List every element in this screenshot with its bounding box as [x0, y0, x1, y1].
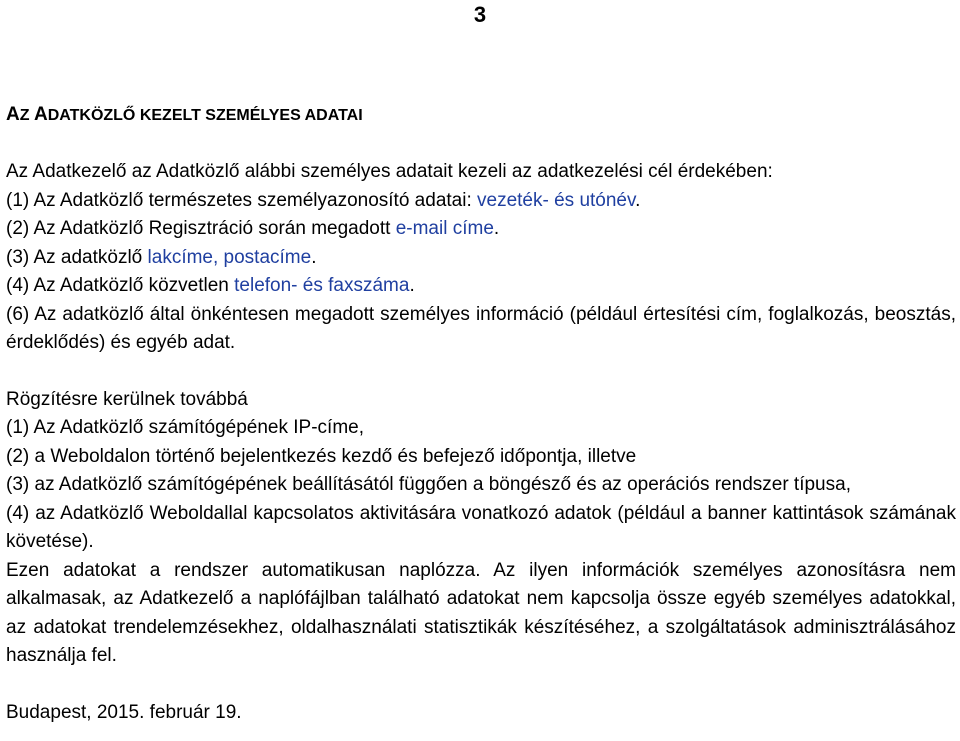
page-number: 3	[473, 2, 487, 27]
section-heading	[6, 101, 956, 130]
list-item-highlight: e-mail címe	[395, 218, 494, 239]
personal-data-list	[6, 158, 956, 358]
list-item: (1) Az Adatközlő számítógépének IP-címe,	[6, 417, 365, 438]
place-and-date: Budapest, 2015. február 19.	[6, 701, 242, 723]
list-item-suffix: .	[493, 218, 500, 239]
list-item-activity: (4) az Adatközlő Weboldallal kapcsolatos aktivitására vonatkozó adatok (például a banner kattintások számának követése).	[6, 502, 956, 552]
list-item-text: (4) Az Adatközlő közvetlen	[6, 275, 235, 296]
heading-initial-2: A	[33, 104, 48, 125]
list-item	[6, 215, 956, 244]
recorded-data-intro: Rögzítésre kerülnek továbbá	[6, 388, 248, 410]
logging-paragraph: Ezen adatokat a rendszer automatikusan naplózza. Az ilyen információk személyes azonosításra nem alkalmasak, az Adatkezelő a naplófájlban található adatokat nem kapcsolja össze egyéb személyes adatokkal, az adatokat trendelemzésekhez, oldalhasználati statisztikák készítéséhez, a szolgáltatások adminisztrálásához használja fel.	[6, 559, 956, 666]
list-item-suffix: .	[635, 189, 641, 211]
heading-initial-1: A	[6, 104, 20, 125]
recorded-data-list	[6, 386, 956, 671]
list-item-highlight: lakcíme, postacíme	[147, 246, 312, 268]
personal-data-intro: Az Adatkezelő az Adatközlő alábbi személyes adatait kezeli az adatkezelési cél érdekében:	[6, 161, 773, 182]
document-body	[6, 101, 956, 727]
heading-rest-1: Z	[19, 107, 34, 124]
list-item: (3) az Adatközlő számítógépének beállításától függően a böngésző és az operációs rendszer típusa,	[6, 474, 851, 495]
list-item-text: (1) Az Adatközlő természetes személyazonosító adatai:	[6, 189, 478, 211]
list-item-suffix: .	[409, 275, 415, 296]
heading-rest-2: DATKÖZLŐ KEZELT SZEMÉLYES ADATAI	[47, 107, 363, 124]
list-item	[6, 244, 956, 273]
list-item	[6, 187, 956, 216]
list-item-highlight: vezeték- és utónév	[477, 189, 636, 211]
list-item-voluntary: (6) Az adatközlő által önkéntesen megadott személyes információ (például értesítési cím, foglalkozás, beosztás, érdeklődés) és egyéb adat.	[6, 303, 956, 353]
list-item-highlight: telefon- és faxszáma	[234, 275, 410, 296]
list-item	[6, 272, 956, 301]
list-item-text: (3) Az adatközlő	[6, 246, 148, 268]
list-item-text: (2) Az Adatközlő Regisztráció során megadott	[6, 218, 396, 239]
list-item: (2) a Weboldalon történő bejelentkezés kezdő és befejező időpontja, illetve	[6, 445, 637, 467]
list-item-suffix: .	[311, 246, 317, 268]
